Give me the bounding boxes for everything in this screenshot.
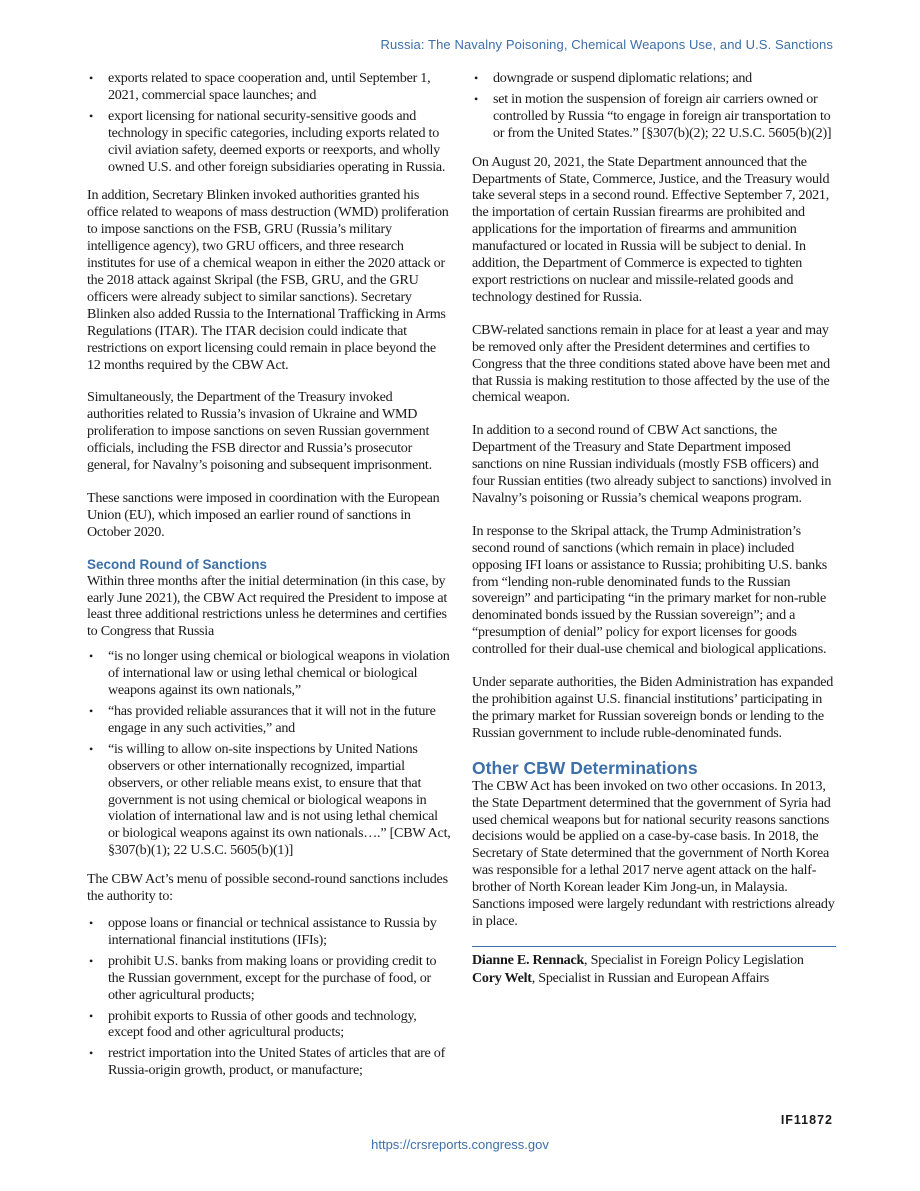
sanctions-list-first-round [87,70,451,175]
list-item: • downgrade or suspend diplomatic relations; and [472,70,836,87]
author-title: , Specialist in Russian and European Affairs [531,969,770,986]
author-block [472,946,836,987]
paragraph: In addition, Secretary Blinken invoked authorities granted his office related to weapons of mass destruction (WMD) proliferation to impose sanctions on the FSB, GRU (Russia’s military intelligence agency), two GRU officers, and three research institutes for use of a chemical weapon in either the 2020 attack or the 2018 attack against Skripal (the FSB, GRU, and the GRU officers were already subject to similar sanctions). Secretary Blinken also added Russia to the International Trafficking in Arms Regulations (ITAR). The ITAR decision could indicate that restrictions on export licensing could remain in place beyond the 12 months required by the CBW Act. [87,187,449,373]
running-header: Russia: The Navalny Poisoning, Chemical Weapons Use, and U.S. Sanctions [380,37,833,52]
document-id: IF11872 [780,1113,833,1127]
second-round-menu-list-continued [472,70,836,142]
list-item: • “has provided reliable assurances that it will not in the future engage in any such activities,” and [87,703,451,737]
list-item: • prohibit exports to Russia of other goods and technology, except food and other agricultural products; [87,1008,451,1042]
second-round-menu-list [87,915,451,1079]
author-title: , Specialist in Foreign Policy Legislation [584,951,804,968]
author-name: Cory Welt [472,969,532,986]
footer-url[interactable] [0,1137,920,1152]
paragraph: In response to the Skripal attack, the Trump Administration’s second round of sanctions (which remain in place) included opposing IFI loans or assistance to Russia; prohibiting U.S. banks from “lending non-ruble denominated funds to the Russian sovereign” and participating “in the primary market for non-ruble denominated bonds issued by the Russian sovereign”; and a “presumption of denial” policy for export licenses for goods controlled for their dual-use chemical and biological applications. [472,522,828,658]
paragraph: The CBW Act’s menu of possible second-round sanctions includes the authority to: [87,871,448,905]
paragraph: These sanctions were imposed in coordination with the European Union (EU), which imposed an earlier round of sanctions in October 2020. [87,489,440,540]
paragraph: Within three months after the initial determination (in this case, by early June 2021), the CBW Act required the President to impose at least three additional restrictions unless he determines and certifies to Congress that Russia [87,572,448,640]
author-entry [472,952,836,969]
right-column [472,70,836,988]
author-entry [472,970,836,987]
paragraph: CBW-related sanctions remain in place for at least a year and may be removed only after the President determines and certifies to Congress that the three conditions stated above have been met and that Russia is making restitution to those affected by the use of the chemical weapon. [472,321,830,406]
footer-link[interactable]: https://crsreports.congress.gov [371,1137,549,1152]
list-item: • “is no longer using chemical or biological weapons in violation of international law or using lethal chemical or biological weapons against its own nationals,” [87,648,451,699]
list-item: • “is willing to allow on-site inspections by United Nations observers or other internationally recognized, impartial observers, or other reliable means exist, to ensure that that government is not using chemical or biological weapons in violation of international law and is not using lethal chemical or biological weapons against its own nationals….” [CBW Act, §307(b)(1); 22 U.S.C. 5605(b)(1)] [87,741,451,859]
paragraph: In addition to a second round of CBW Act sanctions, the Department of the Treasury and State Department imposed sanctions on nine Russian individuals (mostly FSB officers) and four Russian entities (two already subject to sanctions) involved in Navalny’s poisoning or Russia’s chemical weapons program. [472,422,832,506]
list-item: • export licensing for national security-sensitive goods and technology in specific categories, including exports related to civil aviation safety, deemed exports or reexports, and wholly owned U.S. and other foreign subsidiaries operating in Russia. [87,108,451,176]
list-item: • oppose loans or financial or technical assistance to Russia by international financial institutions (IFIs); [87,915,451,949]
paragraph: Simultaneously, the Department of the Treasury invoked authorities related to Russia’s invasion of Ukraine and WMD proliferation to impose sanctions on seven Russian government officials, including the FSB director and Russia’s prosecutor general, for Navalny’s poisoning and subsequent imprisonment. [87,389,432,474]
paragraph: On August 20, 2021, the State Department announced that the Departments of State, Commerce, Justice, and the Treasury would take several steps in a second round. Effective September 7, 2021, the importation of certain Russian firearms are prohibited and applications for the importation of firearms and ammunition manufactured or located in Russia will be subject to denial. In addition, the Department of Commerce is expected to tighten export restrictions on nuclear and missile-related goods and technology destined for Russia. [472,153,830,305]
section-heading-other-determinations: Other CBW Determinations [472,757,698,778]
list-item: • exports related to space cooperation and, until September 1, 2021, commercial space launches; and [87,70,451,104]
list-item: • prohibit U.S. banks from making loans or providing credit to the Russian government, except for the purchase of food, or other agricultural products; [87,953,451,1004]
left-column [87,70,451,1091]
list-item: • restrict importation into the United States of articles that are of Russia-origin growth, product, or manufacture; [87,1045,451,1079]
paragraph: Under separate authorities, the Biden Administration has expanded the prohibition against U.S. financial institutions’ participating in the primary market for Russian sovereign bonds or lending to the Russian government to include ruble-denominated funds. [472,674,834,741]
list-item: • set in motion the suspension of foreign air carriers owned or controlled by Russia “to engage in foreign air transportation to or from the United States.” [§307(b)(2); 22 U.S.C. 5605(b)(2)] [472,91,836,142]
author-name: Dianne E. Rennack [472,951,585,968]
section-heading-second-round: Second Round of Sanctions [87,556,268,572]
paragraph: The CBW Act has been invoked on two other occasions. In 2013, the State Department determined that the government of Syria had used chemical weapons but for national security reasons sanctions decisions would be applied on a case-by-case basis. In 2018, the Secretary of State determined that the government of North Korea was responsible for a lethal 2017 nerve agent attack on the half-brother of North Korean leader Kim Jong-un, in Malaysia. Sanctions imposed were largely redundant with restrictions already in place. [472,777,835,929]
conditions-list [87,648,451,859]
